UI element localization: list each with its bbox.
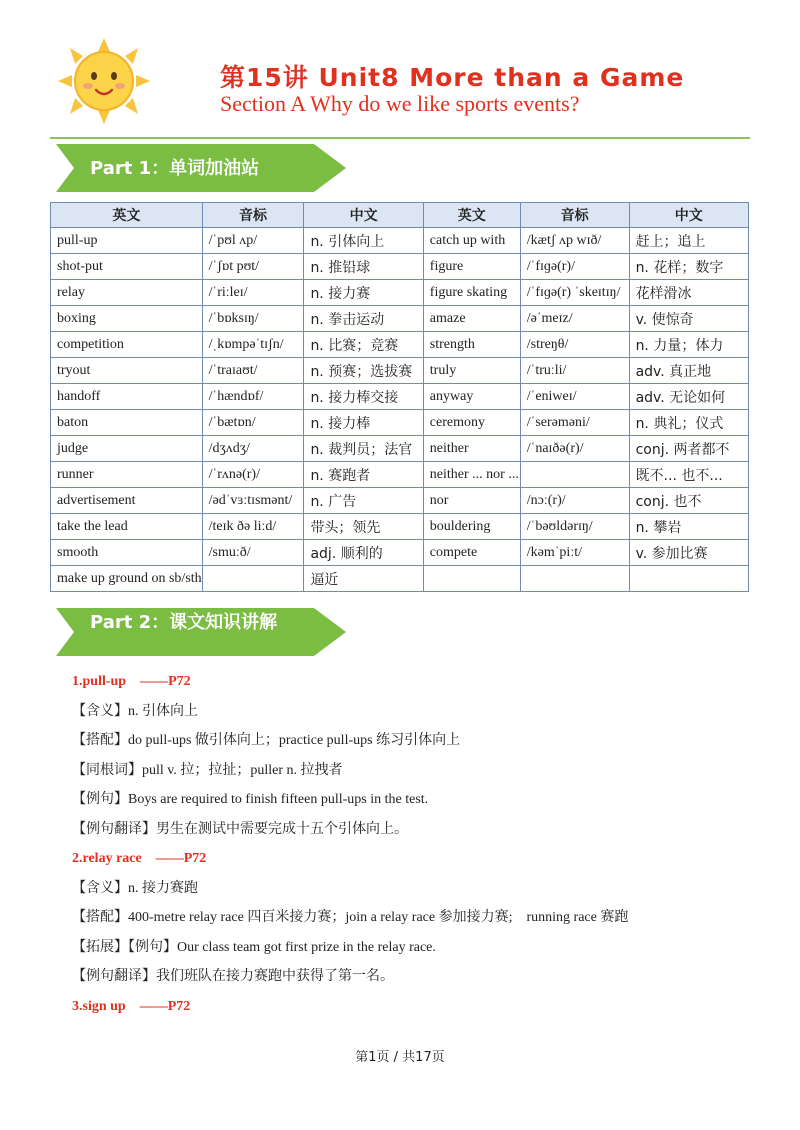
table-cell: neither ... nor ... bbox=[423, 462, 520, 488]
note-heading: 2.relay race ——P72 bbox=[72, 851, 207, 866]
table-cell: neither bbox=[423, 436, 520, 462]
table-cell: competition bbox=[51, 332, 203, 358]
table-cell: nor bbox=[423, 488, 520, 514]
note-line: 【含义】n. 引体向上 bbox=[72, 703, 198, 719]
table-cell: truly bbox=[423, 358, 520, 384]
column-header: 英文 bbox=[51, 203, 203, 228]
note-line: 【搭配】do pull-ups 做引体向上；practice pull-ups 练习引体向上 bbox=[72, 733, 461, 748]
table-cell: /ˈeniweɪ/ bbox=[520, 384, 629, 410]
table-cell: n. 比赛；竞赛 bbox=[304, 332, 423, 358]
table-cell: catch up with bbox=[423, 228, 520, 254]
table-cell: 赶上；追上 bbox=[629, 228, 748, 254]
table-cell: /teɪk ðə liːd/ bbox=[202, 514, 304, 540]
table-cell bbox=[520, 566, 629, 592]
table-cell bbox=[520, 462, 629, 488]
table-cell: /ˈbɒksɪŋ/ bbox=[202, 306, 304, 332]
table-cell: n. 预赛；选拔赛 bbox=[304, 358, 423, 384]
note-line: 【搭配】400-metre relay race 四百米接力赛；join a relay race 参加接力赛; running race 赛跑 bbox=[72, 910, 629, 925]
table-cell bbox=[423, 566, 520, 592]
vocabulary-table bbox=[50, 202, 749, 592]
part2-banner bbox=[56, 608, 346, 656]
table-row bbox=[51, 514, 749, 540]
table-cell: 逼近 bbox=[304, 566, 423, 592]
note-heading: 3.sign up ——P72 bbox=[72, 998, 191, 1014]
table-cell: adv. 无论如何 bbox=[629, 384, 748, 410]
note-line: 【同根词】pull v. 拉；拉扯；puller n. 拉拽者 bbox=[72, 762, 343, 778]
table-cell: n. 裁判员；法官 bbox=[304, 436, 423, 462]
table-cell: /kætʃ ʌp wɪð/ bbox=[520, 228, 629, 254]
table-cell: n. 接力赛 bbox=[304, 280, 423, 306]
table-row bbox=[51, 358, 749, 384]
column-header: 音标 bbox=[202, 203, 304, 228]
table-cell: 花样滑冰 bbox=[629, 280, 748, 306]
table-row bbox=[51, 410, 749, 436]
table-cell: /ˈfɪɡə(r)/ bbox=[520, 254, 629, 280]
table-cell: /dʒʌdʒ/ bbox=[202, 436, 304, 462]
table-cell: n. 推铅球 bbox=[304, 254, 423, 280]
table-cell: adj. 顺利的 bbox=[304, 540, 423, 566]
table-cell: compete bbox=[423, 540, 520, 566]
table-header-row bbox=[51, 203, 749, 228]
table-row bbox=[51, 384, 749, 410]
table-cell: smooth bbox=[51, 540, 203, 566]
table-cell: n. 拳击运动 bbox=[304, 306, 423, 332]
table-cell: /nɔː(r)/ bbox=[520, 488, 629, 514]
table-cell: anyway bbox=[423, 384, 520, 410]
table-row bbox=[51, 280, 749, 306]
table-cell: /ˈtruːli/ bbox=[520, 358, 629, 384]
table-cell: take the lead bbox=[51, 514, 203, 540]
table-cell: runner bbox=[51, 462, 203, 488]
table-cell: ceremony bbox=[423, 410, 520, 436]
table-cell: figure bbox=[423, 254, 520, 280]
table-cell: /əˈmeɪz/ bbox=[520, 306, 629, 332]
table-cell: n. 攀岩 bbox=[629, 514, 748, 540]
table-cell: /ədˈvɜːtɪsmənt/ bbox=[202, 488, 304, 514]
table-row bbox=[51, 488, 749, 514]
table-cell: /ˈrʌnə(r)/ bbox=[202, 462, 304, 488]
table-cell: /ˈtraɪaʊt/ bbox=[202, 358, 304, 384]
table-cell: adv. 真正地 bbox=[629, 358, 748, 384]
table-cell: judge bbox=[51, 436, 203, 462]
table-cell: bouldering bbox=[423, 514, 520, 540]
table-cell: /ˈriːleɪ/ bbox=[202, 280, 304, 306]
table-cell: /ˈpʊl ʌp/ bbox=[202, 228, 304, 254]
table-cell: n. 力量；体力 bbox=[629, 332, 748, 358]
vocabulary-table-body bbox=[51, 228, 749, 592]
table-cell: /streŋθ/ bbox=[520, 332, 629, 358]
table-cell: /ˈbəʊldərɪŋ/ bbox=[520, 514, 629, 540]
table-cell: /smuːð/ bbox=[202, 540, 304, 566]
table-cell: n. 广告 bbox=[304, 488, 423, 514]
note-line: 【含义】n. 接力赛跑 bbox=[72, 880, 198, 896]
table-cell: /ˈserəməni/ bbox=[520, 410, 629, 436]
table-cell: boxing bbox=[51, 306, 203, 332]
table-cell: advertisement bbox=[51, 488, 203, 514]
table-cell bbox=[629, 566, 748, 592]
table-cell: n. 引体向上 bbox=[304, 228, 423, 254]
table-row bbox=[51, 436, 749, 462]
part1-banner bbox=[56, 144, 346, 192]
table-cell: baton bbox=[51, 410, 203, 436]
table-cell: tryout bbox=[51, 358, 203, 384]
table-cell: /ˈʃɒt pʊt/ bbox=[202, 254, 304, 280]
table-row bbox=[51, 332, 749, 358]
column-header: 中文 bbox=[304, 203, 423, 228]
table-cell: 既不... 也不... bbox=[629, 462, 748, 488]
table-cell: 带头；领先 bbox=[304, 514, 423, 540]
table-cell: /ˈnaɪðə(r)/ bbox=[520, 436, 629, 462]
table-row bbox=[51, 228, 749, 254]
note-line: 【例句】Boys are required to finish fifteen pull-ups in the test. bbox=[72, 792, 429, 807]
lesson-title: 第15讲 Unit8 More than a Game bbox=[220, 63, 685, 92]
table-cell: pull-up bbox=[51, 228, 203, 254]
table-cell: n. 接力棒 bbox=[304, 410, 423, 436]
table-cell: relay bbox=[51, 280, 203, 306]
page-number: 第1页 / 共17页 bbox=[355, 1050, 445, 1065]
table-cell bbox=[202, 566, 304, 592]
note-line: 【例句翻译】我们班队在接力赛跑中获得了第一名。 bbox=[72, 969, 394, 984]
table-cell: strength bbox=[423, 332, 520, 358]
table-cell: v. 参加比赛 bbox=[629, 540, 748, 566]
table-row bbox=[51, 540, 749, 566]
table-cell: make up ground on sb/sth bbox=[51, 566, 203, 592]
table-cell: /kəmˈpiːt/ bbox=[520, 540, 629, 566]
table-cell: n. 花样；数字 bbox=[629, 254, 748, 280]
table-cell: v. 使惊奇 bbox=[629, 306, 748, 332]
table-row bbox=[51, 254, 749, 280]
table-cell: n. 赛跑者 bbox=[304, 462, 423, 488]
header-divider bbox=[50, 137, 750, 139]
table-cell: /ˈhændɒf/ bbox=[202, 384, 304, 410]
table-cell: n. 典礼；仪式 bbox=[629, 410, 748, 436]
column-header: 音标 bbox=[520, 203, 629, 228]
table-row bbox=[51, 462, 749, 488]
part1-label: Part 1：单词加油站 bbox=[90, 158, 260, 179]
note-heading: 1.pull-up ——P72 bbox=[72, 674, 191, 689]
table-cell: n. 接力棒交接 bbox=[304, 384, 423, 410]
table-cell: /ˈbætɒn/ bbox=[202, 410, 304, 436]
section-subtitle: Section A Why do we like sports events? bbox=[220, 91, 580, 116]
lesson-notes bbox=[72, 672, 752, 1026]
part2-label: Part 2：课文知识讲解 bbox=[90, 612, 278, 633]
table-cell: amaze bbox=[423, 306, 520, 332]
note-line: 【例句翻译】男生在测试中需要完成十五个引体向上。 bbox=[72, 821, 408, 837]
table-cell: shot-put bbox=[51, 254, 203, 280]
table-cell: conj. 也不 bbox=[629, 488, 748, 514]
sun-mascot-icon bbox=[54, 36, 154, 126]
table-row bbox=[51, 306, 749, 332]
note-line: 【拓展】【例句】Our class team got first prize in the relay race. bbox=[72, 939, 436, 955]
table-cell: conj. 两者都不 bbox=[629, 436, 748, 462]
table-cell: figure skating bbox=[423, 280, 520, 306]
table-cell: /ˌkɒmpəˈtɪʃn/ bbox=[202, 332, 304, 358]
table-cell: handoff bbox=[51, 384, 203, 410]
column-header: 中文 bbox=[629, 203, 748, 228]
table-row bbox=[51, 566, 749, 592]
table-cell: /ˈfɪɡə(r) ˈskeɪtɪŋ/ bbox=[520, 280, 629, 306]
column-header: 英文 bbox=[423, 203, 520, 228]
